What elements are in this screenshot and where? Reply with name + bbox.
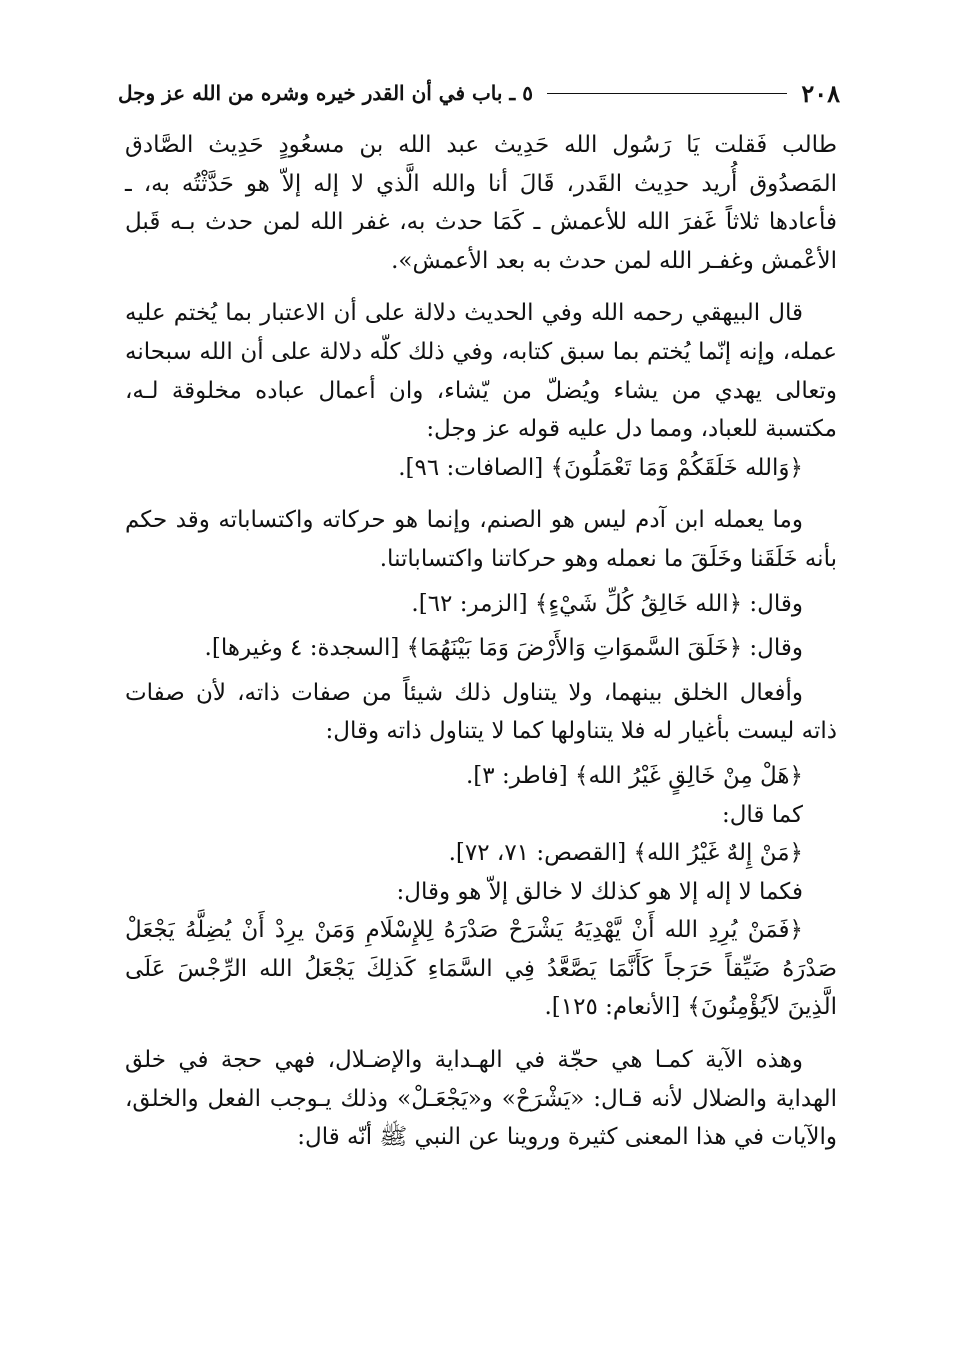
verse-sajda: وقال: ﴿خَلَقَ السَّموَاتِ وَالأَرْضَ وَمَا بَيْنَهُمَا﴾ [السجدة: ٤ وغيرها]. [204, 635, 803, 662]
verse-fatir: ﴿هَلْ مِنْ خَالِقٍ غَيْرُ الله﴾ [فاطر: ٣]. [466, 762, 803, 789]
paragraph-guidance-proof: وهذه الآية كمـا هي حجّة في الهـداية والإضـلال، فهي حجة في خلق الهداية والضلال لأنه قـال: «يَشْرَحْ» و«يَجْعَـلْ» وذلك يـوجب الفعل والخلق، والآيات في هذا المعنى كثيرة وروينا عن النبي ﷺ أنّه قال: [125, 1047, 837, 1151]
page-body [125, 126, 837, 1157]
verse-zumar: وقال: ﴿الله خَالِقُ كُلِّ شَيْءٍ﴾ [الزمر: ٦٢]. [411, 590, 803, 617]
verse-anam: ﴿فَمَنْ يُرِدِ الله أَنْ يَّهْدِيَهُ يَشْرَحْ صَدْرَهُ لِلإِسْلَامِ وَمَنْ يرِدْ أَنْ يُضِلَّهُ يَجْعَلْ صَدْرَهُ ضَيِّقاً حَرَجاً كَأَنَّمَا يَصَّعَّدُ فِي السَّمَاءِ كَذلِكَ يَجْعَلُ الله الرِّجْسَ عَلَى الَّذِينَ لاَيُؤْمِنُونَ﴾ [الأنعام: ١٢٥]. [125, 917, 837, 1021]
chapter-title: ٥ ـ باب في أن القدر خيره وشره من الله عز وجل [118, 81, 533, 105]
paragraph-hadith-continuation: طالب فَقلت يَا رَسُول الله حَدِيث عبد الله بن مسعُودٍ حَدِيث الصَّادق المَصدُوق أُريد حدِيث القَدر، قَالَ أنا والله الَّذي لا إله إلاّ هو حَدَّثْتُه به، ـ فأعادها ثلاثاً غَفرَ الله للأعمش ـ كَمَا حدث به، غفر الله لمن حدث بـه قَبل الأعْمش وغفـر الله لمن حدث به بعد الأعمش». [125, 132, 837, 274]
page-number: ٢٠٨ [801, 78, 840, 108]
paragraph-no-creator-but-him: فكما لا إله إلا هو كذلك لا خالق إلاّ هو وقال: [396, 878, 803, 905]
verse-qasas: ﴿مَنْ إِلهٌ غَيْرُ الله﴾ [القصص: ٧١، ٧٢]. [448, 840, 803, 867]
kama-qala: كما قال: [721, 801, 803, 828]
verse-saffat: ﴿وَالله خَلَقَكُمْ وَمَا تَعْمَلُونَ﴾ [الصافات: ٩٦]. [398, 454, 803, 481]
paragraph-actions-of-creation: وأفعال الخلق بينهما، ولا يتناول ذلك شيئاً من صفات ذاته، لأن صفات ذاته ليست بأغيار له فلا يتناولها كما لا يتناول ذاته وقال: [125, 679, 837, 745]
running-header [118, 76, 840, 110]
header-rule [547, 93, 787, 94]
paragraph-bayhaqi: قال البيهقي رحمه الله وفي الحديث دلالة على أن الاعتبار بما يُختم عليه عمله، وإنه إنّما يُختم بما سبق كتابه، وفي ذلك كلّه دلالة على أن الله سبحانه وتعالى يهدي من يشاء ويُضلّ من يّشاء، وان أعمال عباده مخلوقة لـه، مكتسبة للعباد، ومما دل عليه قوله عز وجل: [125, 300, 837, 443]
paragraph-ibn-adam: وما يعمله ابن آدم ليس هو الصنم، وإنما هو حركاته واكتساباته وقد حكم بأنه خَلَقَنا وخَلَقَ ما نعمله وهو حركاتنا واكتساباتنا. [125, 507, 837, 572]
